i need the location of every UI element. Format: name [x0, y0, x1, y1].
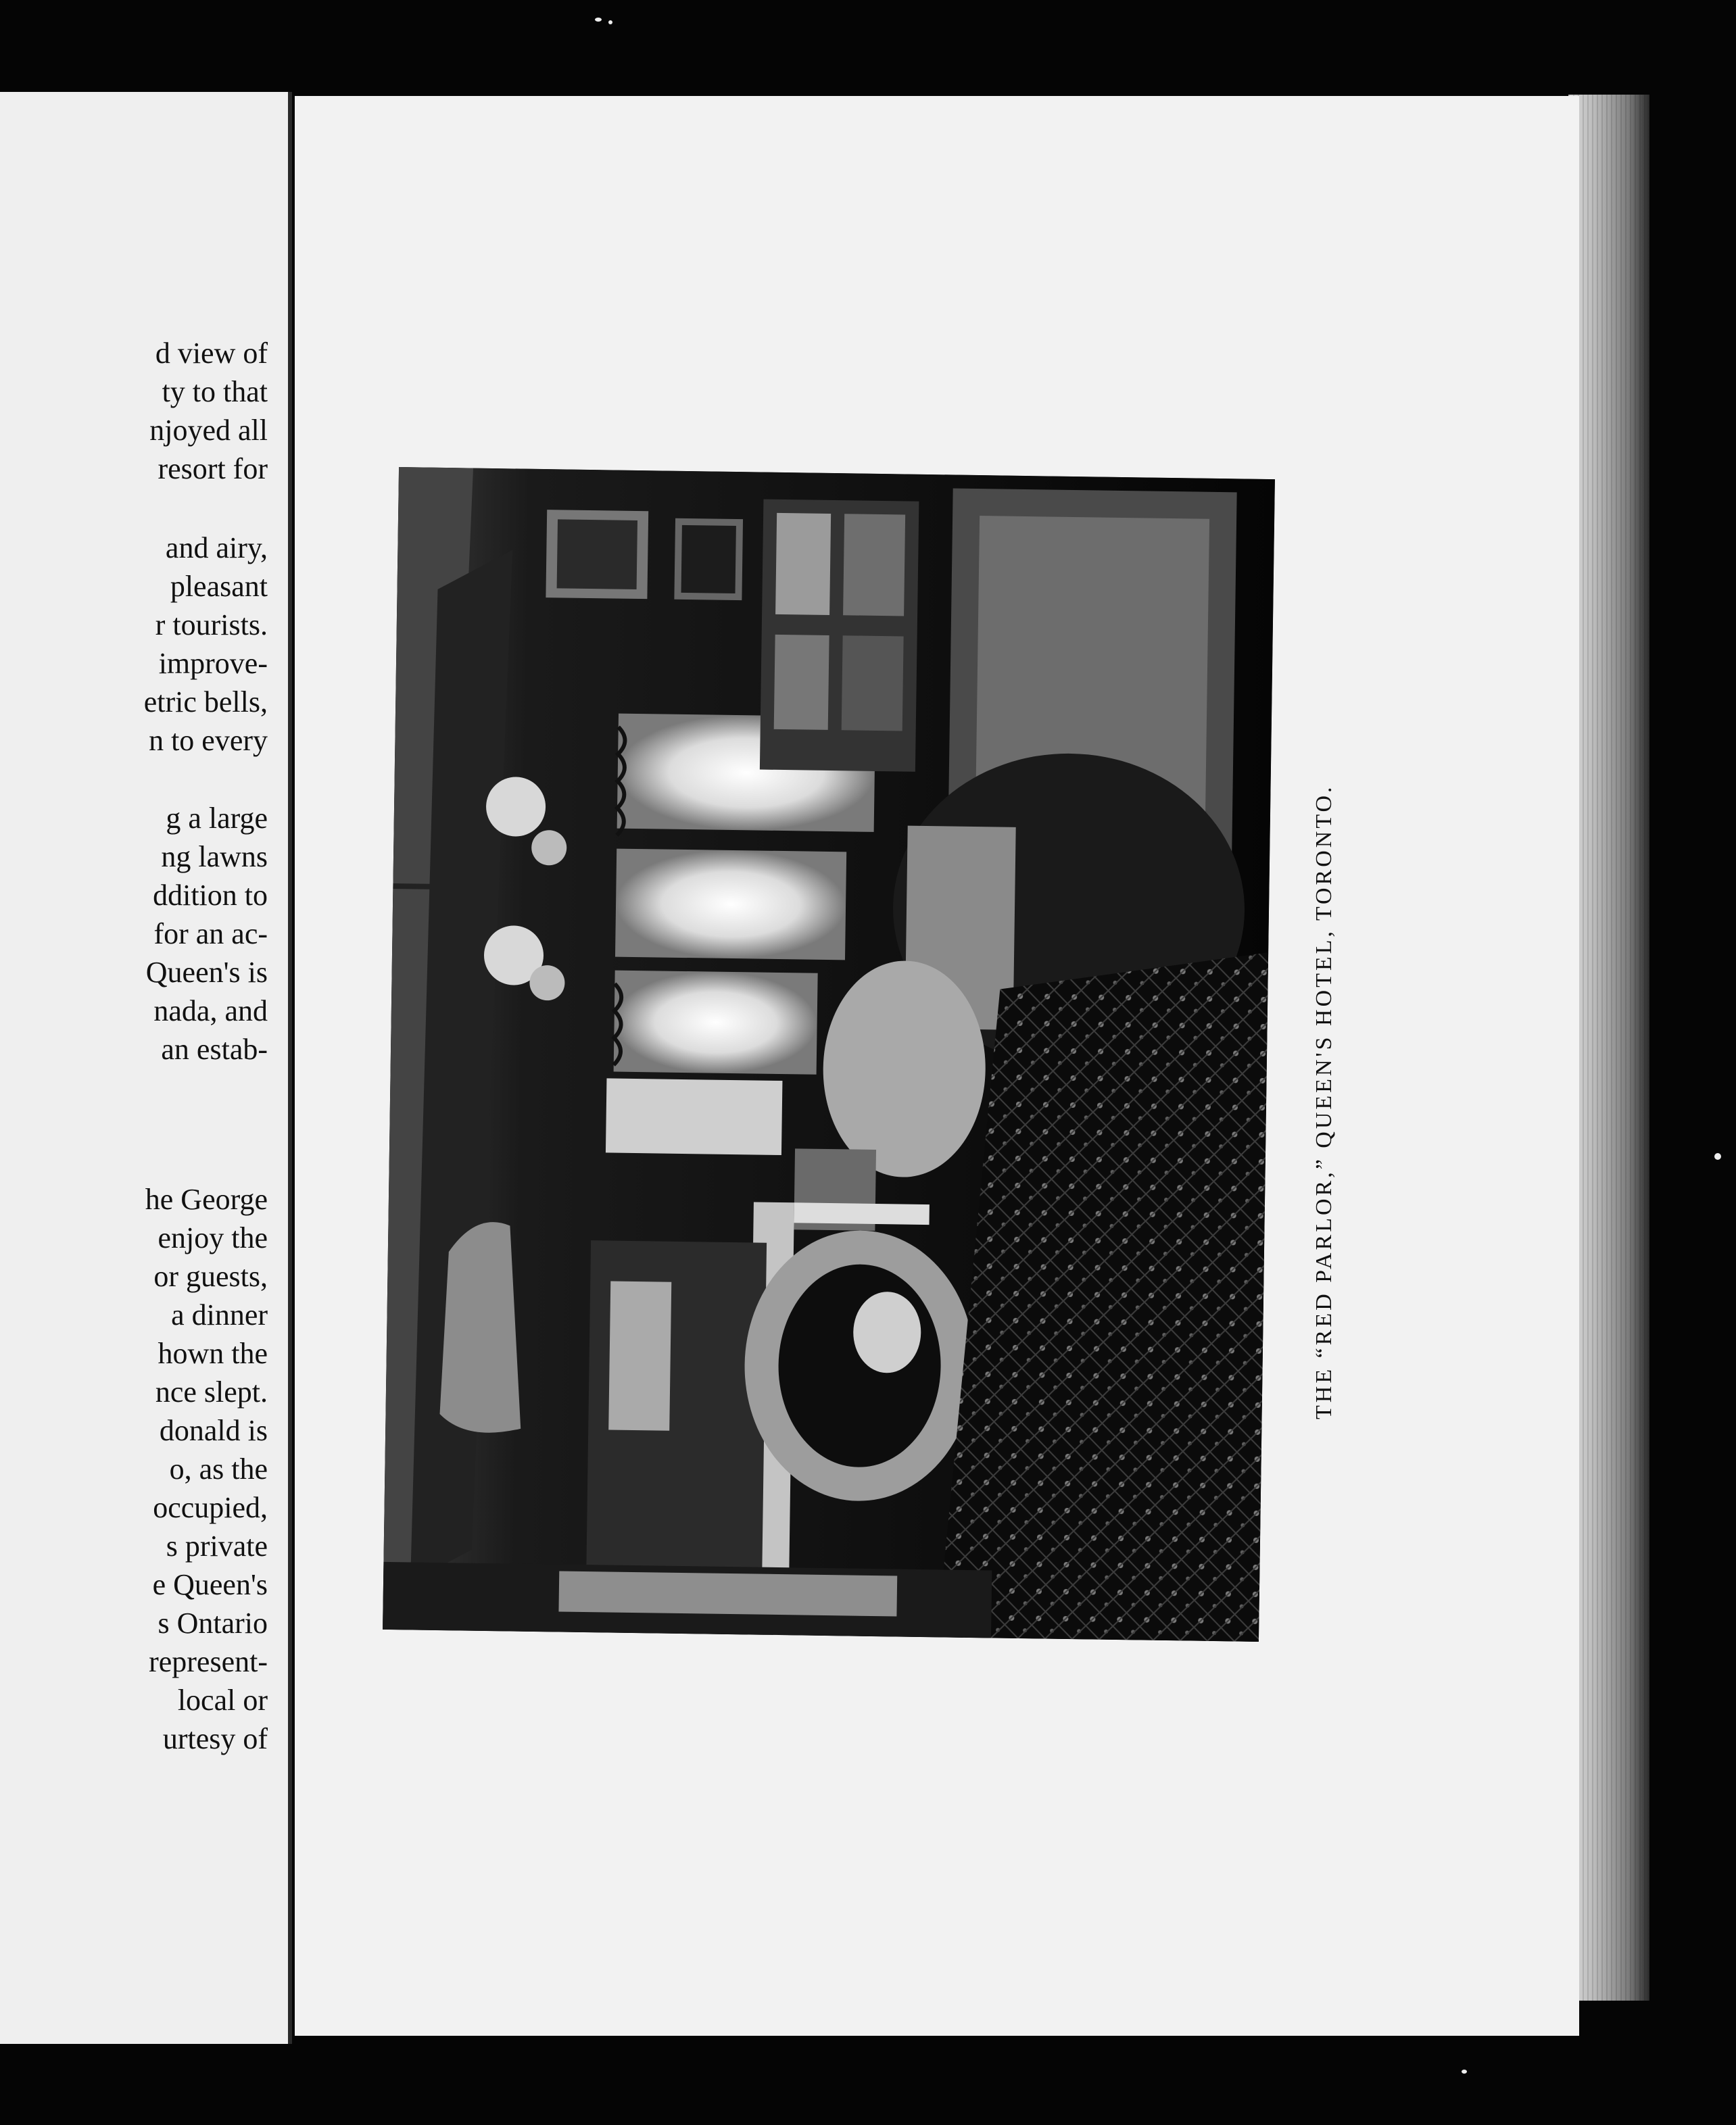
text-line: Queen's is	[145, 956, 268, 989]
text-line: r tourists.	[155, 608, 268, 641]
text-line: an estab-	[161, 1033, 268, 1066]
text-line: e Queen's	[152, 1568, 268, 1601]
dust-speck	[608, 20, 612, 24]
text-line: n to every	[149, 724, 268, 757]
photograph-image	[383, 467, 1275, 1642]
text-line: enjoy the	[158, 1221, 268, 1254]
text-line: urtesy of	[162, 1722, 268, 1755]
text-line: for an ac-	[153, 917, 268, 950]
text-line: nce slept.	[155, 1375, 268, 1409]
text-line: represent-	[149, 1645, 268, 1678]
dust-speck	[1462, 2070, 1467, 2074]
text-line: d view of	[155, 337, 268, 370]
text-line: s private	[166, 1530, 268, 1563]
red-parlor-photograph	[383, 467, 1275, 1642]
plate-caption: THE “RED PARLOR,” QUEEN'S HOTEL, TORONTO.	[1311, 784, 1336, 1419]
text-line: occupied,	[153, 1491, 268, 1524]
dust-speck	[1714, 1153, 1721, 1160]
text-line: etric bells,	[143, 685, 268, 718]
page-gutter	[288, 92, 292, 2044]
text-line: pleasant	[170, 570, 268, 603]
text-line: local or	[177, 1684, 268, 1717]
page-edge-stack	[1568, 95, 1649, 2001]
text-line: ng lawns	[161, 840, 268, 873]
left-page	[0, 92, 292, 2044]
text-line: s Ontario	[158, 1607, 268, 1640]
text-line: a dinner	[171, 1298, 268, 1332]
text-line: and airy,	[165, 531, 268, 564]
text-line: njoyed all	[149, 414, 268, 447]
text-line: donald is	[159, 1414, 268, 1447]
text-line: he George	[145, 1183, 268, 1216]
text-line: ty to that	[162, 375, 268, 408]
text-line: g a large	[166, 802, 268, 835]
dust-speck	[595, 18, 602, 22]
text-line: ddition to	[153, 879, 268, 912]
text-line: hown the	[158, 1337, 268, 1370]
text-line: o, as the	[169, 1452, 268, 1486]
text-line: nada, and	[153, 994, 268, 1027]
text-line: resort for	[158, 452, 268, 485]
text-line: improve-	[158, 647, 268, 680]
text-line: or guests,	[153, 1260, 268, 1293]
